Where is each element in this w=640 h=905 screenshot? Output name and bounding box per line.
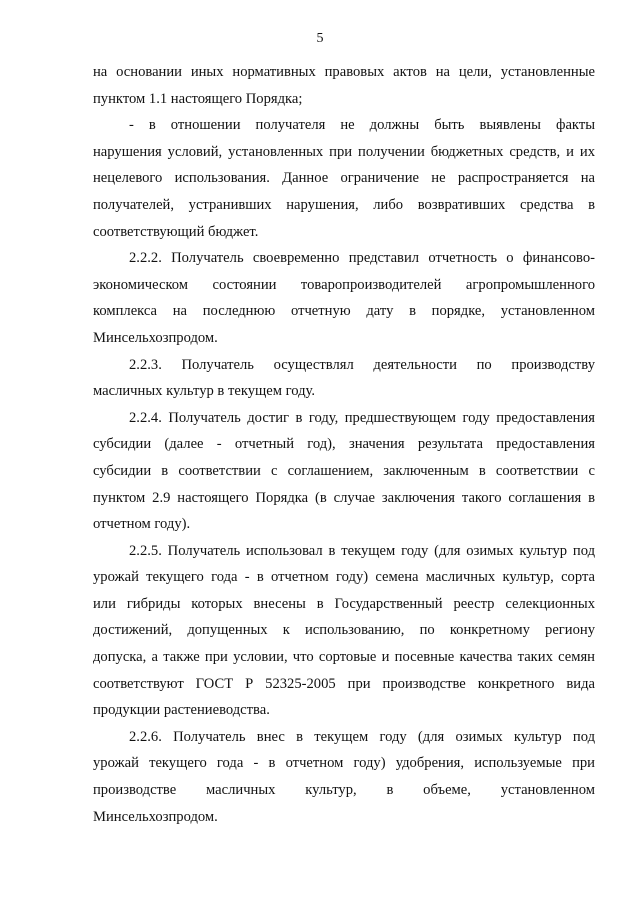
paragraph-2-2-6: [93, 724, 595, 830]
text-line: - в отношении получателя не должны быть выявлены факты: [129, 117, 595, 134]
text-line: Минсельхозпродом.: [93, 329, 218, 346]
text-line: урожай текущего года - в отчетном году) семена масличных культур, сорта: [93, 569, 595, 586]
text-line: урожай текущего года - в отчетном году) удобрения, используемые при: [93, 755, 595, 772]
text-line: или гибриды которых внесены в Государственный реестр селекционных: [93, 595, 595, 612]
text-line: отчетном году).: [93, 516, 191, 533]
text-line: субсидии в соответствии с соглашением, заключенным в соответствии с: [93, 462, 595, 479]
text-line: производстве масличных культур, в объеме, установленном: [93, 782, 595, 799]
text-line: соответствующий бюджет.: [93, 223, 259, 240]
paragraph-2-2-3: [93, 352, 595, 405]
paragraph-dash-item: [93, 112, 595, 245]
text-line: получателей, устранивших нарушения, либо возвративших средства в: [93, 196, 595, 213]
text-line: пунктом 1.1 настоящего Порядка;: [93, 90, 303, 107]
text-line: достижений, допущенных к использованию, по конкретному региону: [93, 622, 595, 639]
text-line: пунктом 2.9 настоящего Порядка (в случае заключения такого соглашения в: [93, 489, 595, 506]
text-line: экономическом состоянии товаропроизводителей агропромышленного: [93, 276, 595, 293]
paragraph-2-2-5: [93, 538, 595, 724]
page-number: 5: [316, 31, 324, 46]
text-line: субсидии (далее - отчетный год), значения результата предоставления: [93, 436, 595, 453]
paragraph-continuation: [93, 59, 595, 112]
text-line: 2.2.4. Получатель достиг в году, предшествующем году предоставления: [129, 409, 595, 426]
text-line: нарушения условий, установленных при получении бюджетных средств, и их: [93, 143, 595, 160]
text-line: Минсельхозпродом.: [93, 808, 218, 825]
text-line: 2.2.3. Получатель осуществлял деятельности по производству: [129, 356, 595, 373]
paragraph-2-2-2: [93, 245, 595, 351]
document-body: [93, 59, 595, 830]
text-line: 2.2.2. Получатель своевременно представил отчетность о финансово-: [129, 250, 595, 267]
text-line: масличных культур в текущем году.: [93, 383, 316, 400]
text-line: комплекса на последнюю отчетную дату в порядке, установленном: [93, 303, 595, 320]
text-line: соответствуют ГОСТ Р 52325-2005 при производстве конкретного вида: [93, 675, 595, 692]
text-line: допуска, а также при условии, что сортовые и посевные качества таких семян: [93, 649, 595, 666]
text-line: на основании иных нормативных правовых актов на цели, установленные: [93, 64, 595, 80]
text-line: продукции растениеводства.: [93, 702, 270, 719]
paragraph-2-2-4: [93, 405, 595, 538]
text-line: 2.2.5. Получатель использовал в текущем году (для озимых культур под: [129, 542, 595, 559]
text-line: 2.2.6. Получатель внес в текущем году (для озимых культур под: [129, 728, 595, 745]
text-line: нецелевого использования. Данное ограничение не распространяется на: [93, 170, 595, 187]
